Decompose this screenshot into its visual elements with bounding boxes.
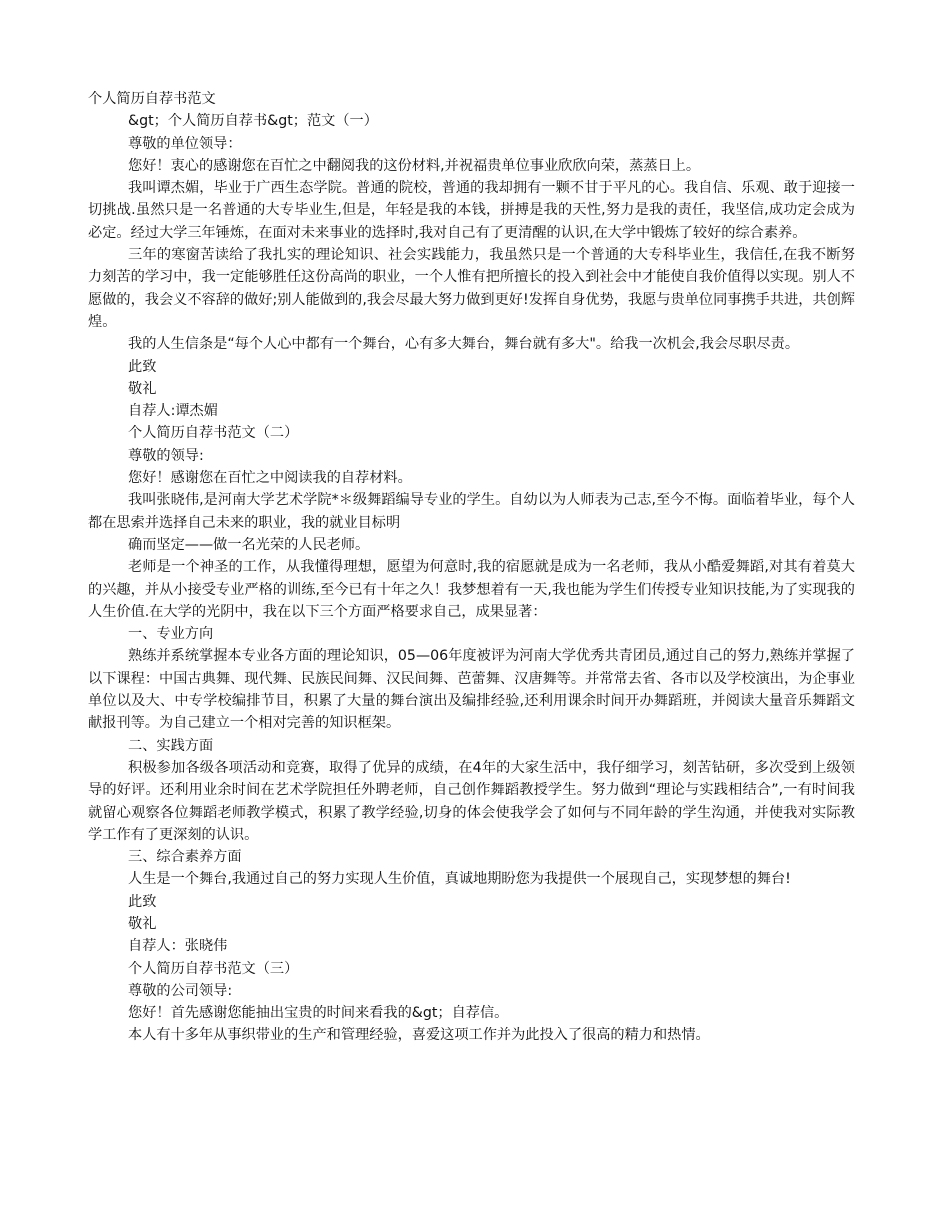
body-line: 本人有十多年从事织带业的生产和管理经验，喜爱这项工作并为此投入了很高的精力和热情。	[128, 1027, 710, 1044]
body-line: 一、专业方向	[128, 626, 214, 643]
body-line: 尊敬的单位领导：	[128, 135, 242, 152]
body-line: 确而坚定——做一名光荣的人民老师。	[128, 536, 370, 553]
document-body	[88, 110, 855, 1046]
body-line: 自荐人：张晓伟	[128, 938, 228, 955]
body-paragraph: 我叫谭杰媚，毕业于广西生态学院。普通的院校，普通的我却拥有一颗不甘于平凡的心。我自信、乐观、敢于迎接一切挑战.虽然只是一名普通的大专毕业生,但是，年轻是我的本钱，拼搏是我的天性,努力是我的责任，我坚信,成功定会成为必定。经过大学三年锤炼，在面对未来事业的选择时,我对自己有了更清醒的认识,在大学中锻炼了较好的综合素养。	[88, 180, 855, 241]
body-paragraph: 熟练并系统掌握本专业各方面的理论知识，05—06年度被评为河南大学优秀共青团员,通过自己的努力,熟练并掌握了以下课程：中国古典舞、现代舞、民族民间舞、汉民间舞、芭蕾舞、汉唐舞等。并常常去省、各市以及学校演出，为企事业单位以及大、中专学校编排节目，积累了大量的舞台演出及编排经验,还利用课余时间开办舞蹈班，并阅读大量音乐舞蹈文献报刊等。为自己建立一个相对完善的知识框架。	[88, 648, 855, 732]
body-line: 敬礼	[128, 380, 157, 397]
body-line: 此致	[128, 893, 157, 910]
body-paragraph: 老师是一个神圣的工作，从我懂得理想，愿望为何意时,我的宿愿就是成为一名老师，我从小酷爱舞蹈,对其有着莫大的兴趣，并从小接受专业严格的训练,至今已有十年之久！我梦想着有一天,我也能为学生们传授专业知识技能,为了实现我的人生价值.在大学的光阴中，我在以下三个方面严格要求自己，成果显著：	[88, 559, 855, 620]
body-line: 三、综合素养方面	[128, 849, 242, 866]
body-paragraph: 我叫张晓伟,是河南大学艺术学院*＊级舞蹈编导专业的学生。自幼以为人师表为己志,至今不悔。面临着毕业，每个人都在思索并选择自己未来的职业，我的就业目标明	[88, 492, 855, 531]
body-line: 您好！衷心的感谢您在百忙之中翻阅我的这份材料,并祝福贵单位事业欣欣向荣，蒸蒸日上。	[128, 157, 701, 174]
body-paragraph: 三年的寒窗苦读给了我扎实的理论知识、社会实践能力，我虽然只是一个普通的大专科毕业生，我信任,在我不断努力刻苦的学习中，我一定能够胜任这份高尚的职业，一个人惟有把所擅长的投入到社会中才能使自我价值得以实现。别人不愿做的，我会义不容辞的做好;别人能做到的,我会尽最大努力做到更好!发挥自身优势，我愿与贵单位同事携手共进，共创辉煌。	[88, 247, 855, 330]
body-line: 二、实践方面	[128, 737, 214, 754]
body-paragraph: 我的人生信条是“每个人心中都有一个舞台，心有多大舞台，舞台就有多大"。给我一次机会,我会尽职尽责。	[128, 336, 800, 353]
body-line: 您好！感谢您在百忙之中阅读我的自荐材料。	[128, 470, 412, 487]
body-line: 个人简历自荐书范文（二）	[128, 425, 299, 442]
body-line: 敬礼	[128, 915, 157, 932]
body-line: 尊敬的公司领导:	[128, 982, 233, 999]
body-line: &gt；个人简历自荐书&gt；范文（一）	[128, 113, 378, 130]
body-line: 个人简历自荐书范文（三）	[128, 960, 299, 977]
document-title: 个人简历自荐书范文	[88, 91, 216, 107]
body-line: 此致	[128, 358, 157, 375]
body-line: 尊敬的领导:	[128, 447, 204, 464]
body-paragraph: 人生是一个舞台,我通过自己的努力实现人生价值，真诚地期盼您为我提供一个展现自己，实现梦想的舞台!	[128, 871, 791, 888]
body-paragraph: 积极参加各级各项活动和竞赛，取得了优异的成绩，在4年的大家生活中，我仔细学习，刻苦钻研，多次受到上级领导的好评。还利用业余时间在艺术学院担任外聘老师，自己创作舞蹈教授学生。努力做到“理论与实践相结合”,一有时间我就留心观察各位舞蹈老师教学模式，积累了教学经验,切身的体会使我学会了如何与不同年龄的学生沟通，并使我对实际教学工作有了更深刻的认识。	[88, 759, 855, 843]
body-line: 自荐人:谭杰媚	[128, 403, 218, 420]
body-line: 您好！首先感谢您能抽出宝贵的时间来看我的&gt；自荐信。	[128, 1005, 509, 1022]
